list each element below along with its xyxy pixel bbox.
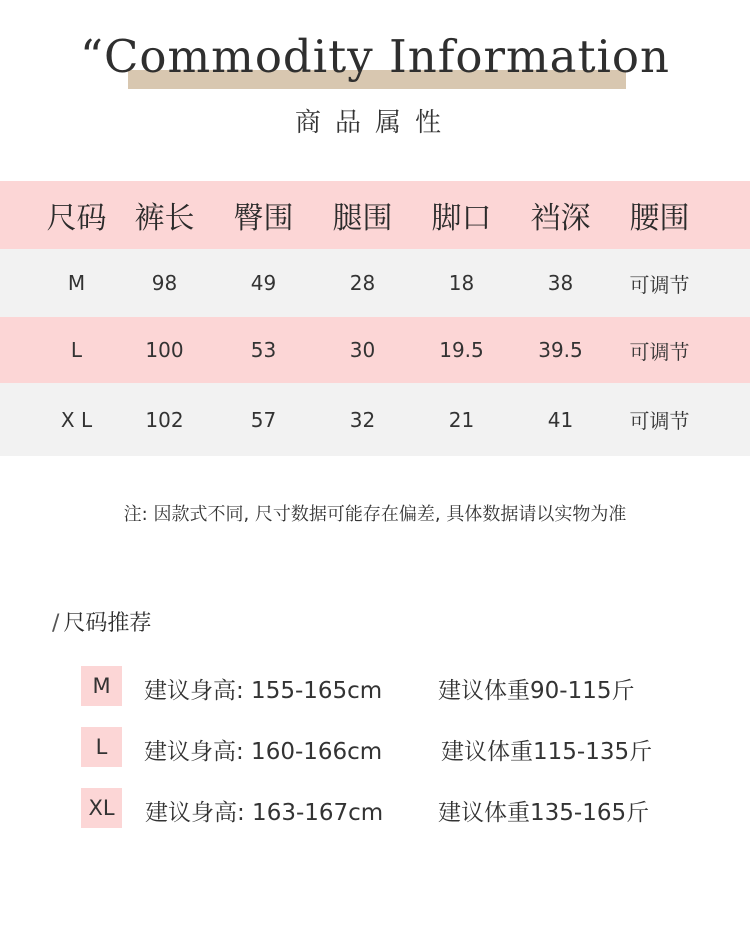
table-cell: 49 (250, 271, 277, 295)
recommend-item (0, 666, 750, 706)
recommend-weight: 建议体重90-115斤 (438, 678, 635, 704)
header-cell-waist: 腰围 (629, 201, 690, 236)
table-row (0, 383, 750, 456)
table-row (0, 249, 750, 317)
table-cell: 39.5 (538, 338, 583, 362)
header-section (0, 0, 750, 160)
table-cell: 19.5 (439, 338, 484, 362)
recommend-heading (52, 606, 151, 637)
table-cell: 53 (250, 338, 277, 362)
header-cell-hip: 臀围 (233, 201, 294, 236)
size-badge: L (81, 727, 122, 767)
table-cell: 41 (547, 407, 574, 432)
table-cell: 可调节 (629, 272, 690, 297)
recommend-weight: 建议体重115-135斤 (441, 739, 653, 765)
table-cell: 57 (250, 407, 277, 432)
recommend-weight: 建议体重135-165斤 (438, 800, 650, 826)
table-cell: 21 (448, 407, 475, 432)
header-cell-rise: 裆深 (530, 201, 591, 236)
table-cell: 可调节 (629, 409, 690, 433)
table-cell: 可调节 (629, 339, 690, 364)
recommend-item (0, 788, 750, 828)
recommend-title: 尺码推荐 (63, 611, 152, 636)
recommend-item (0, 727, 750, 767)
table-cell: 28 (349, 271, 376, 295)
heading-slash: / (52, 611, 60, 636)
header-cell-thigh: 腿围 (332, 201, 393, 236)
recommend-height: 建议身高: 155-165cm (144, 678, 383, 704)
table-cell: X L (60, 407, 93, 432)
page-title: “Commodity Information (79, 30, 671, 83)
size-badge: M (81, 666, 122, 706)
header-cell-hem: 脚口 (431, 201, 492, 236)
table-cell: 102 (145, 407, 184, 432)
size-note: 注: 因款式不同, 尺寸数据可能存在偏差, 具体数据请以实物为准 (123, 504, 627, 525)
table-cell: L (70, 338, 83, 362)
recommend-height: 建议身高: 160-166cm (144, 739, 383, 765)
table-header-row (0, 181, 750, 249)
table-cell: M (67, 271, 86, 295)
table-cell: 98 (151, 271, 178, 295)
recommend-height: 建议身高: 163-167cm (145, 800, 384, 826)
table-cell: 18 (448, 271, 475, 295)
table-row (0, 317, 750, 383)
table-cell: 38 (547, 271, 574, 295)
header-cell-size: 尺码 (46, 201, 107, 236)
header-cell-length: 裤长 (134, 201, 195, 236)
table-cell: 100 (145, 338, 184, 362)
table-cell: 30 (349, 338, 376, 362)
page-subtitle: 商品属性 (294, 108, 455, 138)
size-badge: XL (81, 788, 122, 828)
table-cell: 32 (349, 407, 376, 432)
size-table (0, 181, 750, 456)
